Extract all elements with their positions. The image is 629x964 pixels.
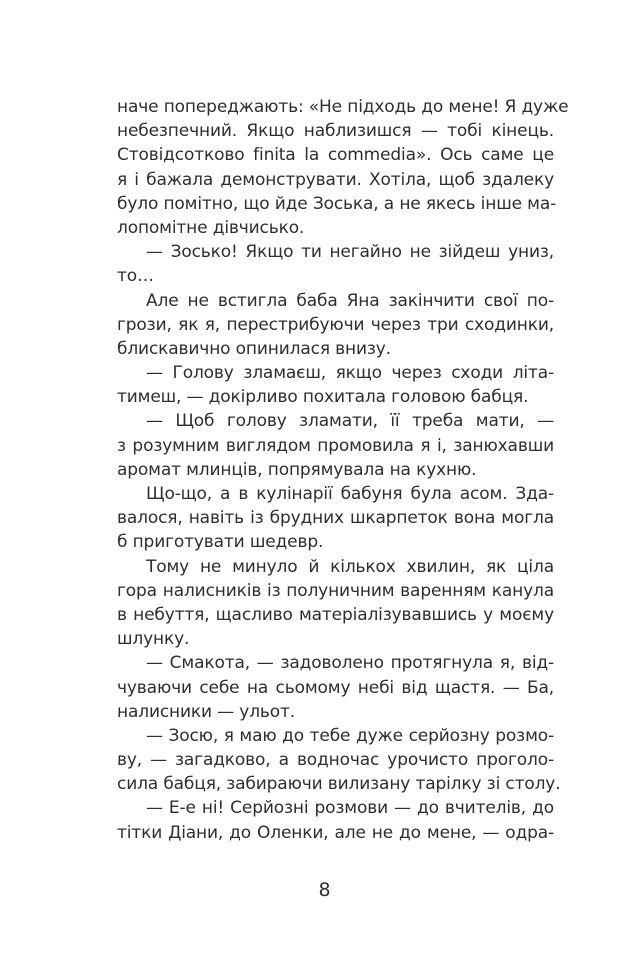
text-line: — Голову зламаєш, якщо через сходи літа- xyxy=(146,363,554,384)
text-line: б приготувати шедевр. xyxy=(117,532,324,553)
text-line: небезпечний. Якщо наблизишся — тобі кінець. xyxy=(117,121,554,142)
text-line: ву, — загадково, а водночас урочисто проголо- xyxy=(117,750,554,771)
text-line: грози, як я, перестрибуючи через три сходинки, xyxy=(117,314,554,335)
text-line: — Е-е ні! Серйозні розмови — до вчителів, до xyxy=(146,798,554,819)
text-line: чуваючи себе на сьомому небі від щастя. — Ба, xyxy=(117,677,554,698)
text-line: блискавично опинилася внизу. xyxy=(117,338,391,359)
text-line: гора налисників із полуничним варенням канула xyxy=(117,580,554,601)
text-line: Але не встигла баба Яна закінчити свої по- xyxy=(146,290,554,311)
text-line: — Зосько! Якщо ти негайно не зійдеш униз, xyxy=(146,242,554,263)
text-line: наче попереджають: «Не підходь до мене! Я дуже xyxy=(117,97,569,117)
text-line: я і бажала демонструвати. Хотіла, щоб здалеку xyxy=(117,169,554,190)
text-line: валося, навіть із брудних шкарпеток вона могла xyxy=(117,508,554,529)
text-line: було помітно, що йде Зоська, а не якесь інше ма- xyxy=(117,193,557,214)
text-line: аромат млинців, попрямувала на кухню. xyxy=(117,459,477,480)
text-line: Тому не минуло й кількох хвилин, як ціла xyxy=(146,556,554,577)
text-line: тимеш, — докірливо похитала головою бабця. xyxy=(117,387,529,408)
text-line: лопомітне дівчисько. xyxy=(117,217,305,238)
text-line: в небуття, щасливо матеріалізувавшись у моєму xyxy=(117,604,554,625)
text-line: то… xyxy=(117,266,154,287)
text-line: Стовідсотково finita la commedia». Ось саме це xyxy=(117,145,554,166)
text-line: — Зосю, я маю до тебе дуже серйозну розмо- xyxy=(146,725,554,746)
text-line: шлунку. xyxy=(117,629,190,650)
page-number: 8 xyxy=(318,879,331,901)
text-line: з розумним виглядом промовила я і, занюхавши xyxy=(117,435,554,456)
text-line: Що-що, а в кулінарії бабуня була асом. Зда- xyxy=(146,484,554,504)
text-line: сила бабця, забираючи вилизану тарілку зі столу. xyxy=(117,774,561,795)
text-line: — Смакота, — задоволено протягнула я, від- xyxy=(146,653,554,674)
text-line: — Щоб голову зламати, її треба мати, — xyxy=(146,411,554,432)
body-text xyxy=(117,95,569,845)
text-line: тітки Діани, до Оленки, але не до мене, — одра- xyxy=(117,822,554,843)
text-line: налисники — ульот. xyxy=(117,701,296,722)
